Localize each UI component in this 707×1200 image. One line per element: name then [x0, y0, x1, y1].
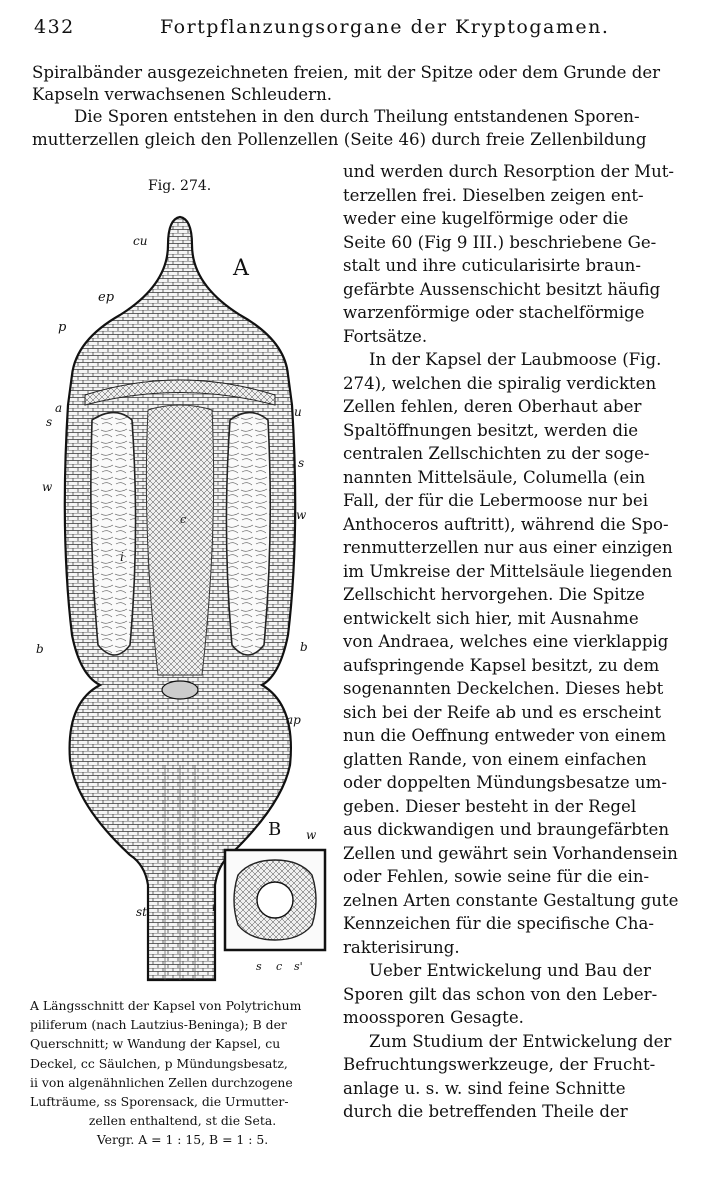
spore-sac-left [91, 413, 136, 656]
text-line: von Andraea, welches eine vierklappig [343, 632, 669, 651]
text-line: Die Sporen entstehen in den durch Theilung entstandenen Sporen- [74, 107, 640, 127]
text-line: aufspringende Kapsel besitzt, zu dem [343, 655, 660, 675]
text-line: weder eine kugelförmige oder die [343, 209, 629, 228]
running-title: Fortpflanzungsorgane der Kryptogamen. [160, 16, 610, 38]
text-line: sich bei der Reife ab und es erscheint [343, 702, 662, 722]
label-b-c: c [276, 960, 283, 973]
text-line: entwickelt sich hier, mit Ausnahme [343, 608, 639, 628]
text-line: centralen Zellschichten zu der soge- [343, 444, 650, 463]
label-p: p [58, 320, 67, 335]
caption-line: Lufträume, ss Sporensack, die Urmutter- [30, 1094, 289, 1110]
text-line: aus dickwandigen und braungefärbten [343, 820, 670, 839]
label-s-right: s [298, 456, 305, 470]
label-cu: cu [133, 234, 148, 248]
label-ep: ep [98, 290, 115, 305]
caption-line: Querschnitt; w Wandung der Kapsel, cu [30, 1036, 281, 1052]
text-line: und werden durch Resorption der Mut- [343, 162, 675, 181]
intro-paragraph [32, 62, 678, 151]
text-line: Kennzeichen für die specifische Cha- [343, 914, 654, 933]
text-line: Zum Studium der Entwickelung der [369, 1031, 672, 1051]
label-st: st [136, 905, 147, 919]
caption-magnification: Vergr. A = 1 : 15, B = 1 : 5. [96, 1132, 269, 1148]
text-line: renmutterzellen nur aus einer einzigen [343, 538, 673, 557]
page-number: 432 [34, 16, 75, 38]
label-a-left: a [55, 401, 63, 415]
right-column-text [343, 160, 684, 1124]
text-line: nun die Oeffnung entweder von einem [343, 726, 667, 745]
spore-sac-right [226, 413, 270, 656]
text-line: geben. Dieser besteht in der Regel [343, 796, 637, 816]
caption-line: piliferum (nach Lautzius-Beninga); B der [30, 1017, 287, 1033]
label-c: c [180, 513, 187, 526]
text-line: Seite 60 (Fig 9 III.) beschriebene Ge- [343, 232, 657, 252]
text-line: Spiralbänder ausgezeichneten freien, mit der Spitze oder dem Grunde der [32, 63, 661, 82]
caption-line: Deckel, cc Säulchen, p Mündungsbesatz, [30, 1055, 288, 1071]
text-line: oder doppelten Mündungsbesatze um- [343, 773, 667, 792]
text-line: sogenannten Deckelchen. Dieses hebt [343, 679, 664, 698]
text-line: rakterisirung. [343, 937, 460, 957]
text-line: Fall, der für die Lebermoose nur bei [343, 491, 649, 510]
label-w-right: w [296, 508, 307, 522]
columella [146, 405, 213, 675]
running-header [34, 16, 684, 46]
text-line: glatten Rande, von einem einfachen [343, 749, 647, 769]
text-line: warzenförmige oder stachelförmige [343, 303, 645, 322]
text-line: Fortsätze. [343, 326, 428, 346]
caption-line: ii von algenähnlichen Zellen durchzogene [30, 1074, 293, 1090]
text-line: Spaltöffnungen besitzt, werden die [343, 420, 639, 440]
label-i: i [120, 550, 124, 564]
text-line: im Umkreise der Mittelsäule liegenden [343, 561, 673, 581]
caption-line: zellen enthaltend, st die Seta. [88, 1113, 277, 1129]
text-line: mutterzellen gleich den Pollenzellen (Seite 46) durch freie Zellenbildung [32, 129, 647, 149]
label-b-right: b [300, 640, 308, 654]
text-line: Sporen gilt das schon von den Leber- [343, 984, 658, 1004]
text-line: durch die betreffenden Theile der [343, 1102, 628, 1121]
text-line: anlage u. s. w. sind feine Schnitte [343, 1078, 626, 1098]
label-s-left: s [46, 415, 53, 429]
label-b-left: b [36, 642, 44, 656]
text-line: moossporen Gesagte. [343, 1008, 524, 1027]
moss-capsule-figure [30, 205, 330, 985]
text-line: zelnen Arten constante Gestaltung gute [343, 890, 679, 910]
text-line: gefärbte Aussenschicht besitzt häufig [343, 279, 661, 299]
text-line: Kapseln verwachsenen Schleudern. [32, 85, 333, 105]
text-line: Zellen fehlen, deren Oberhaut aber [343, 397, 642, 416]
figure-caption [30, 996, 335, 1150]
text-line: stalt und ihre cuticularisirte braun- [343, 256, 641, 275]
text-line: Anthoceros auftritt), während die Spo- [343, 514, 669, 534]
label-panel-a: A [233, 256, 249, 281]
label-ap: ap [286, 713, 301, 727]
label-w-left: w [42, 480, 53, 494]
text-line: Zellen und gewährt sein Vorhandensein [343, 843, 678, 863]
label-b-s: s [256, 960, 262, 973]
text-line: 274), welchen die spiralig verdickten [343, 373, 657, 393]
label-b-s2: s' [294, 960, 303, 973]
label-b-w: w [306, 828, 317, 842]
text-line: oder Fehlen, sowie seine für die ein- [343, 867, 650, 886]
text-line: terzellen frei. Dieselben zeigen ent- [343, 185, 644, 205]
text-line: nannten Mittelsäule, Columella (ein [343, 467, 646, 487]
cross-section-b [225, 850, 325, 950]
text-line: Befruchtungswerkzeuge, der Frucht- [343, 1055, 656, 1074]
text-line: Zellschicht hervorgehen. Die Spitze [343, 585, 645, 604]
label-b-i: i [212, 900, 216, 914]
caption-line: A Längsschnitt der Kapsel von Polytrichum [30, 998, 302, 1013]
label-panel-b: B [268, 819, 282, 840]
figure-number: Fig. 274. [148, 178, 212, 194]
label-a-right: u [294, 405, 302, 419]
text-line: In der Kapsel der Laubmoose (Fig. [369, 350, 662, 369]
text-line: Ueber Entwickelung und Bau der [369, 961, 651, 980]
